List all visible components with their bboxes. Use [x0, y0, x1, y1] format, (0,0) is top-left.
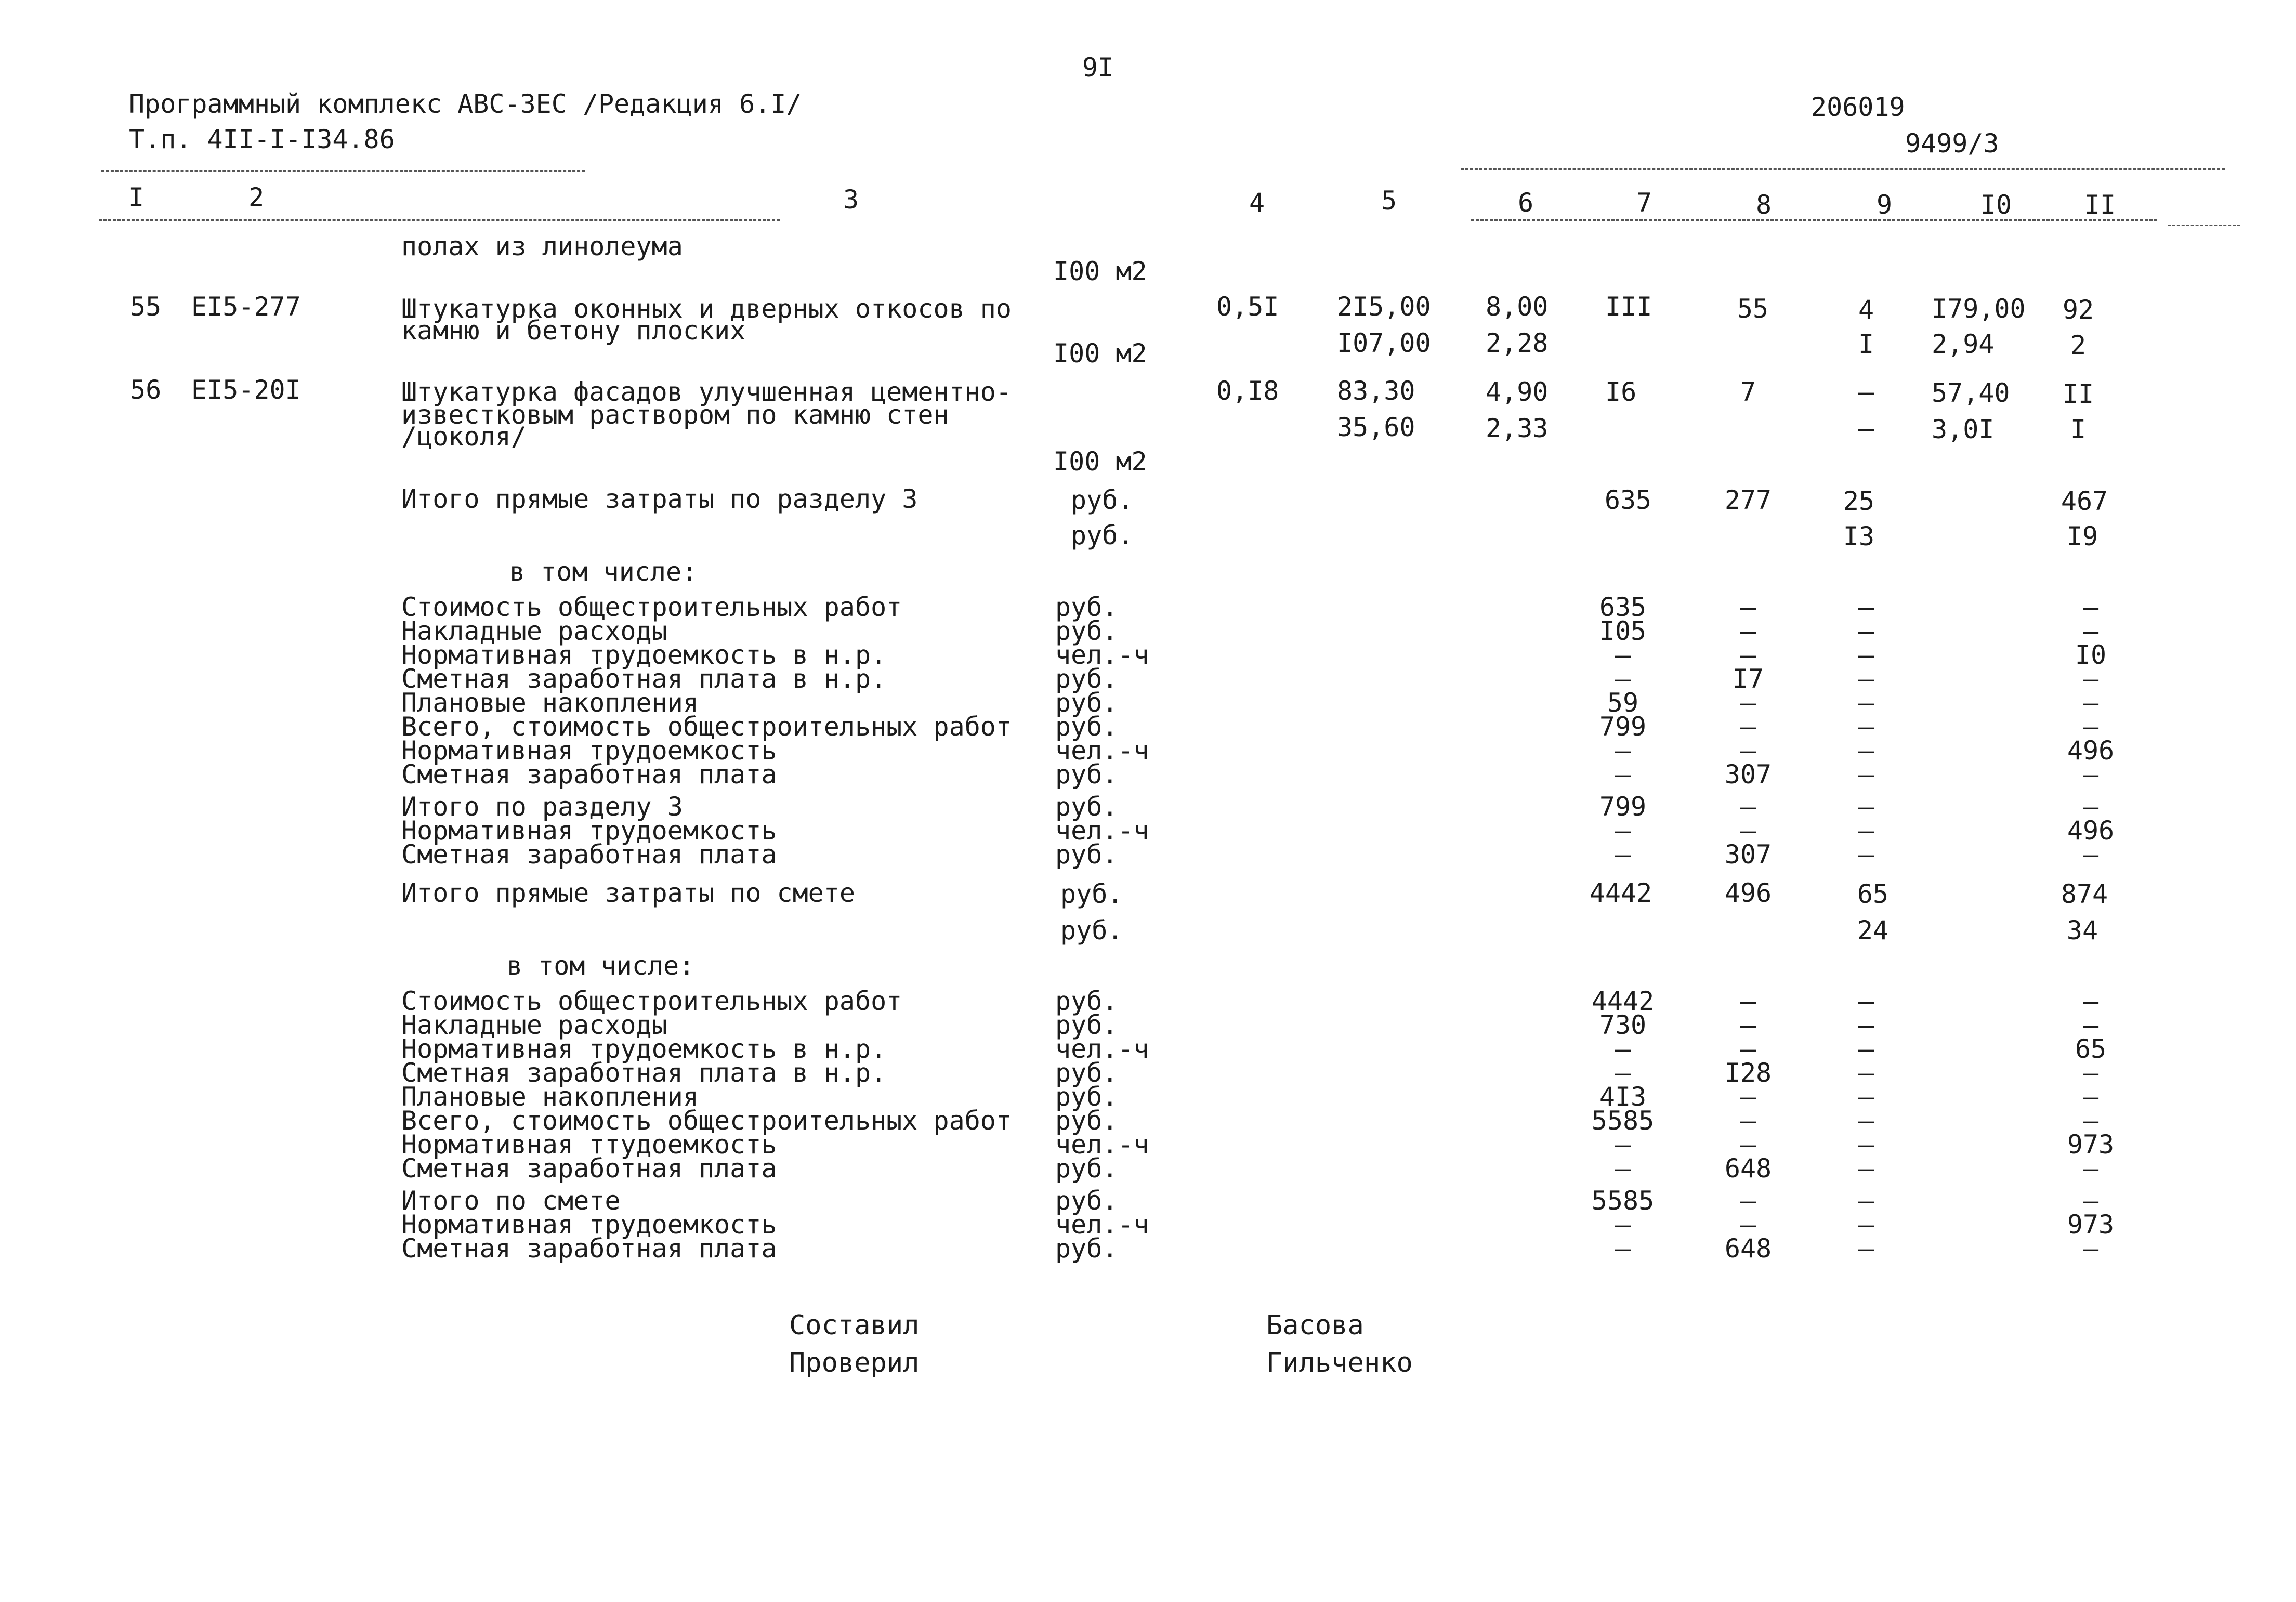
estotals-row-col8: – — [1740, 1186, 1756, 1216]
s3totals-row-col7: – — [1615, 816, 1631, 846]
esitems-row-col7: 4442 — [1591, 986, 1655, 1016]
row-55-col6-b: 2,28 — [1486, 328, 1549, 358]
estotals-row-label: Сметная заработная плата — [401, 1233, 777, 1264]
estotals-row-unit: руб. — [1055, 1186, 1118, 1216]
row-56-col9-b: – — [1858, 413, 1874, 443]
esitems-row-label: Сметная заработная плата — [401, 1153, 777, 1184]
row-56-desc-line3: /цоколя/ — [401, 422, 527, 452]
section3-direct-col9-a: 25 — [1843, 486, 1875, 516]
s3items-row-col9: – — [1858, 640, 1874, 670]
section3-direct-col7: 635 — [1604, 485, 1652, 515]
row-55-col6-a: 8,00 — [1486, 292, 1549, 322]
estotals-row-col11: – — [2082, 1186, 2099, 1216]
s3items-row-col7: – — [1615, 736, 1631, 766]
section3-direct-col8: 277 — [1724, 485, 1772, 515]
s3items-row-col11: – — [2082, 592, 2099, 622]
column-header-5: 5 — [1381, 186, 1397, 216]
column-header-2: 2 — [248, 182, 265, 213]
esitems-row-unit: руб. — [1055, 1058, 1118, 1088]
esitems-row-col8: – — [1740, 1010, 1756, 1040]
esitems-row-col9: – — [1858, 1058, 1874, 1088]
esitems-row-label: Всего, стоимость общестроительных работ — [401, 1106, 1012, 1136]
s3items-row-col7: – — [1615, 664, 1631, 694]
s3totals-row-label: Сметная заработная плата — [401, 839, 777, 870]
row-56-col9-a: – — [1858, 377, 1874, 407]
s3items-row-label: Всего, стоимость общестроительных работ — [401, 712, 1012, 742]
s3items-row-col8: – — [1740, 688, 1756, 718]
row-55-col7: III — [1605, 292, 1652, 322]
section3-direct-unit-2: руб. — [1071, 520, 1134, 550]
s3items-row-col8: – — [1740, 712, 1756, 742]
column-header-10: I0 — [1980, 190, 2012, 220]
row-56-col5-b: 35,60 — [1337, 412, 1415, 442]
esitems-row-col11: – — [2082, 1106, 2099, 1136]
section3-direct-col11-a: 467 — [2061, 486, 2108, 516]
s3items-row-col8: – — [1740, 616, 1756, 646]
column-header-8: 8 — [1755, 190, 1772, 220]
estotals-row-label: Нормативная трудоемкость — [401, 1210, 777, 1240]
row-56-col11-a: II — [2062, 379, 2094, 409]
estotals-row-col11: 973 — [2067, 1210, 2115, 1240]
esitems-row-label: Нормативная ттудоемкость — [401, 1130, 777, 1160]
row-55-col9-a: 4 — [1858, 295, 1874, 325]
header-rule-bottom-right — [1471, 219, 2157, 221]
estimate-direct-col8: 496 — [1724, 878, 1772, 908]
esitems-row-col7: 5585 — [1591, 1106, 1655, 1136]
estimate-direct-col11-b: 34 — [2066, 915, 2098, 946]
compiled-by-label: Составил — [789, 1310, 920, 1341]
column-header-7: 7 — [1636, 188, 1652, 218]
s3items-row-unit: руб. — [1055, 688, 1118, 718]
s3totals-row-col8: – — [1740, 792, 1756, 822]
s3items-row-col7: – — [1615, 759, 1631, 790]
row-55-col10-b: 2,94 — [1932, 329, 1995, 359]
column-header-11: II — [2084, 190, 2116, 220]
row-56-number: 56 — [130, 375, 162, 405]
esitems-row-col8: – — [1740, 1034, 1756, 1064]
estimate-direct-unit-2: руб. — [1060, 915, 1123, 946]
header-rule-bottom-tail — [2168, 225, 2240, 226]
s3totals-row-col9: – — [1858, 792, 1874, 822]
row-56-desc-line1: Штукатурка фасадов улучшенная цементно- — [401, 377, 1012, 407]
s3totals-row-col7: 799 — [1599, 792, 1647, 822]
s3items-row-label: Нормативная трудоемкость в н.р. — [401, 640, 887, 670]
s3totals-row-col7: – — [1615, 839, 1631, 870]
estotals-row-col7: 5585 — [1591, 1186, 1655, 1216]
s3items-row-col8: – — [1740, 640, 1756, 670]
s3totals-row-col8: – — [1740, 816, 1756, 846]
esitems-row-col8: – — [1740, 1130, 1756, 1160]
row-55-desc-line1: Штукатурка оконных и дверных откосов по — [401, 294, 1012, 324]
row-56-desc-line2: известковым раствором по камню стен — [401, 400, 949, 430]
esitems-row-label: Плановые накопления — [401, 1082, 699, 1112]
program-title: Программный комплекс АВС-3ЕС /Редакция 6.I/ — [129, 89, 802, 119]
estotals-row-col7: – — [1615, 1210, 1631, 1240]
s3items-row-col11: – — [2082, 688, 2099, 718]
s3items-row-col9: – — [1858, 688, 1874, 718]
estotals-row-col7: – — [1615, 1233, 1631, 1264]
row-55-desc-line2: камню и бетону плоских — [401, 316, 746, 346]
header-rule-top-left — [101, 170, 585, 172]
estotals-row-unit: руб. — [1055, 1233, 1118, 1264]
row-55-col11-b: 2 — [2070, 330, 2087, 360]
esitems-row-col7: – — [1615, 1034, 1631, 1064]
row-56-col10-b: 3,0I — [1932, 414, 1995, 444]
estotals-row-label: Итого по смете — [401, 1186, 621, 1216]
column-header-4: 4 — [1249, 188, 1265, 218]
row-56-unit: I00 м2 — [1053, 447, 1147, 477]
esitems-row-col9: – — [1858, 1153, 1874, 1184]
esitems-row-unit: руб. — [1055, 1106, 1118, 1136]
esitems-row-label: Стоимость общестроительных работ — [401, 986, 902, 1016]
row-56-col4: 0,I8 — [1216, 376, 1279, 406]
checked-by-label: Проверил — [789, 1347, 920, 1378]
s3items-row-col8: – — [1740, 736, 1756, 766]
row-56-col10-a: 57,40 — [1932, 378, 2010, 408]
s3items-row-col11: 496 — [2067, 736, 2115, 766]
page-number: 9I — [1082, 52, 1114, 83]
row-56-col11-b: I — [2070, 414, 2087, 444]
esitems-row-unit: руб. — [1055, 1082, 1118, 1112]
row-56-col8: 7 — [1740, 377, 1756, 407]
esitems-row-col8: – — [1740, 986, 1756, 1016]
project-code: Т.п. 4II-I-I34.86 — [129, 124, 395, 154]
s3items-row-unit: руб. — [1055, 759, 1118, 790]
esitems-row-unit: руб. — [1055, 1010, 1118, 1040]
estotals-row-col8: 648 — [1724, 1233, 1772, 1264]
s3items-row-label: Накладные расходы — [401, 616, 667, 646]
esitems-row-col7: – — [1615, 1058, 1631, 1088]
estotals-row-col11: – — [2082, 1233, 2099, 1264]
s3items-row-col11: – — [2082, 712, 2099, 742]
esitems-row-col8: I28 — [1724, 1058, 1772, 1088]
s3totals-row-col9: – — [1858, 839, 1874, 870]
s3items-row-unit: руб. — [1055, 616, 1118, 646]
esitems-row-col9: – — [1858, 1082, 1874, 1112]
s3items-row-label: Плановые накопления — [401, 688, 699, 718]
estimate-direct-col11-a: 874 — [2061, 879, 2108, 909]
s3items-row-label: Нормативная трудоемкость — [401, 736, 777, 766]
esitems-row-col11: 973 — [2067, 1130, 2115, 1160]
esitems-row-col11: – — [2082, 1010, 2099, 1040]
esitems-row-label: Сметная заработная плата в н.р. — [401, 1058, 887, 1088]
section3-including-label: в том числе: — [509, 557, 698, 587]
compiled-by-name: Басова — [1266, 1310, 1364, 1341]
checked-by-name: Гильченко — [1266, 1347, 1413, 1378]
column-header-3: 3 — [843, 185, 859, 215]
s3totals-row-col11: 496 — [2067, 816, 2115, 846]
esitems-row-col7: – — [1615, 1153, 1631, 1184]
esitems-row-col8: – — [1740, 1106, 1756, 1136]
estotals-row-col9: – — [1858, 1186, 1874, 1216]
s3items-row-col8: I7 — [1732, 664, 1764, 694]
estotals-row-col9: – — [1858, 1233, 1874, 1264]
esitems-row-col9: – — [1858, 1106, 1874, 1136]
estimate-direct-unit-1: руб. — [1060, 879, 1123, 909]
row-55-col5-b: I07,00 — [1337, 328, 1431, 358]
esitems-row-col9: – — [1858, 1034, 1874, 1064]
row-56-col7: I6 — [1605, 377, 1637, 407]
row-55-unit: I00 м2 — [1053, 338, 1147, 369]
s3items-row-label: Сметная заработная плата в н.р. — [401, 664, 887, 694]
header-rule-bottom-left — [99, 219, 780, 221]
s3items-row-unit: руб. — [1055, 592, 1118, 622]
row-55-col11-a: 92 — [2062, 295, 2094, 325]
s3totals-row-unit: руб. — [1055, 792, 1118, 822]
section3-direct-unit-1: руб. — [1071, 485, 1134, 515]
row-55-col9-b: I — [1858, 329, 1874, 359]
row-55-col5-a: 2I5,00 — [1337, 292, 1431, 322]
column-header-6: 6 — [1517, 188, 1534, 218]
esitems-row-col7: 4I3 — [1599, 1082, 1647, 1112]
section3-direct-label: Итого прямые затраты по разделу 3 — [401, 484, 918, 514]
column-header-9: 9 — [1876, 190, 1893, 220]
estimate-direct-col9-a: 65 — [1857, 879, 1889, 909]
estimate-direct-col7: 4442 — [1589, 878, 1652, 908]
section3-direct-col11-b: I9 — [2066, 521, 2098, 551]
esitems-row-col7: – — [1615, 1130, 1631, 1160]
s3items-row-col11: – — [2082, 616, 2099, 646]
esitems-row-col7: 730 — [1599, 1010, 1647, 1040]
document-number: 9499/3 — [1905, 128, 1999, 159]
estimate-including-label: в том числе: — [507, 951, 695, 981]
s3items-row-col9: – — [1858, 759, 1874, 790]
esitems-row-col11: – — [2082, 1153, 2099, 1184]
s3items-row-label: Стоимость общестроительных работ — [401, 592, 902, 622]
s3totals-row-unit: чел.-ч — [1055, 816, 1149, 846]
s3totals-row-unit: руб. — [1055, 839, 1118, 870]
esitems-row-col9: – — [1858, 986, 1874, 1016]
esitems-row-col11: 65 — [2075, 1034, 2107, 1064]
esitems-row-col8: – — [1740, 1082, 1756, 1112]
row-55-number: 55 — [130, 292, 162, 322]
s3items-row-unit: чел.-ч — [1055, 736, 1149, 766]
s3totals-row-label: Нормативная трудоемкость — [401, 816, 777, 846]
s3items-row-col11: – — [2082, 664, 2099, 694]
row-56-col6-b: 2,33 — [1486, 413, 1549, 443]
s3items-row-col7: 635 — [1599, 592, 1647, 622]
esitems-row-label: Накладные расходы — [401, 1010, 667, 1040]
estotals-row-unit: чел.-ч — [1055, 1210, 1149, 1240]
s3items-row-col11: – — [2082, 759, 2099, 790]
s3items-row-col7: I05 — [1599, 616, 1647, 646]
s3totals-row-col8: 307 — [1724, 839, 1772, 870]
s3items-row-col8: 307 — [1724, 759, 1772, 790]
section3-direct-col9-b: I3 — [1843, 521, 1875, 551]
estimate-direct-col9-b: 24 — [1857, 915, 1889, 946]
esitems-row-label: Нормативная трудоемкость в н.р. — [401, 1034, 887, 1064]
s3items-row-col9: – — [1858, 592, 1874, 622]
s3totals-row-col9: – — [1858, 816, 1874, 846]
estotals-row-col8: – — [1740, 1210, 1756, 1240]
s3items-row-col8: – — [1740, 592, 1756, 622]
s3items-row-unit: руб. — [1055, 664, 1118, 694]
row-55-col10-a: I79,00 — [1932, 294, 2026, 324]
estimate-direct-label: Итого прямые затраты по смете — [401, 878, 855, 908]
esitems-row-col9: – — [1858, 1130, 1874, 1160]
s3items-row-col7: 799 — [1599, 712, 1647, 742]
row-56-col5-a: 83,30 — [1337, 376, 1415, 406]
row-55-col8: 55 — [1737, 294, 1769, 324]
s3items-row-unit: руб. — [1055, 712, 1118, 742]
row-continuation-unit: I00 м2 — [1053, 256, 1147, 286]
row-56-col6-a: 4,90 — [1486, 377, 1549, 407]
row-56-code: EI5-20I — [191, 375, 301, 405]
row-continuation-desc: полах из линолеума — [401, 231, 683, 261]
s3totals-row-label: Итого по разделу 3 — [401, 792, 683, 822]
row-55-col4: 0,5I — [1216, 292, 1279, 322]
s3totals-row-col11: – — [2082, 792, 2099, 822]
esitems-row-col11: – — [2082, 986, 2099, 1016]
s3items-row-col11: I0 — [2075, 640, 2107, 670]
esitems-row-col9: – — [1858, 1010, 1874, 1040]
s3items-row-unit: чел.-ч — [1055, 640, 1149, 670]
esitems-row-col8: 648 — [1724, 1153, 1772, 1184]
s3items-row-label: Сметная заработная плата — [401, 759, 777, 790]
s3items-row-col9: – — [1858, 616, 1874, 646]
esitems-row-col11: – — [2082, 1058, 2099, 1088]
s3items-row-col7: – — [1615, 640, 1631, 670]
esitems-row-unit: чел.-ч — [1055, 1130, 1149, 1160]
esitems-row-unit: руб. — [1055, 986, 1118, 1016]
s3items-row-col9: – — [1858, 664, 1874, 694]
column-header-1: I — [128, 182, 145, 213]
header-rule-top-right — [1461, 168, 2225, 170]
esitems-row-col11: – — [2082, 1082, 2099, 1112]
s3totals-row-col11: – — [2082, 839, 2099, 870]
row-55-code: EI5-277 — [191, 292, 301, 322]
s3items-row-col9: – — [1858, 712, 1874, 742]
esitems-row-unit: чел.-ч — [1055, 1034, 1149, 1064]
s3items-row-col7: 59 — [1607, 688, 1639, 718]
esitems-row-unit: руб. — [1055, 1153, 1118, 1184]
estotals-row-col9: – — [1858, 1210, 1874, 1240]
document-code: 206019 — [1811, 92, 1905, 122]
s3items-row-col9: – — [1858, 736, 1874, 766]
